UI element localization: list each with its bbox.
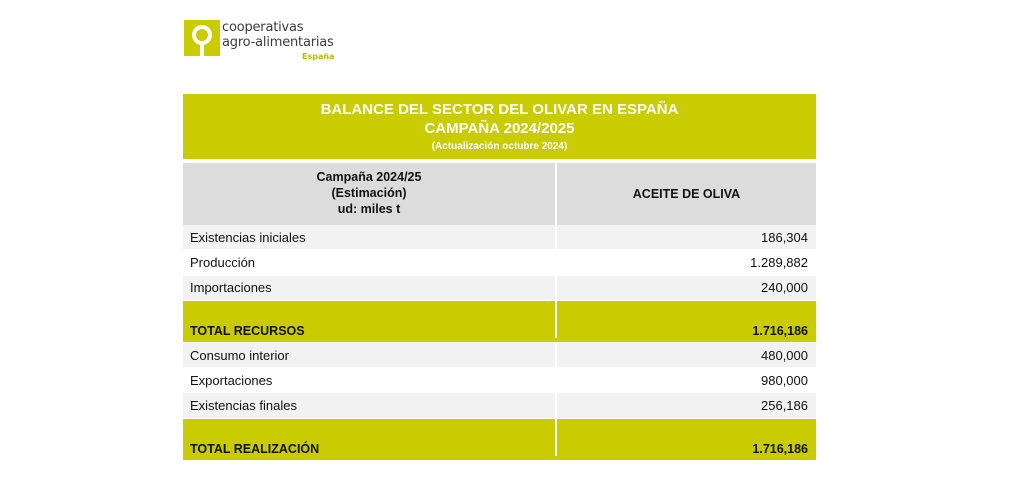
header-campaign-line1: Campaña 2024/25 (316, 170, 422, 184)
header-campaign-line3: ud: miles t (337, 202, 401, 216)
table-row (183, 225, 816, 250)
logo-subtitle: España (302, 52, 335, 61)
row-value: 480,000 (761, 347, 808, 363)
header-product: ACEITE DE OLIVA (632, 187, 741, 201)
table-row (183, 343, 816, 368)
header-campaign-line2: (Estimación) (331, 186, 407, 200)
row-label: Consumo interior (190, 347, 289, 363)
table-row (183, 393, 816, 418)
row-label: Existencias finales (190, 398, 297, 414)
row-value: 1.716,186 (752, 323, 808, 338)
table-subtitle: CAMPAÑA 2024/2025 (424, 120, 575, 137)
table-row (183, 368, 816, 393)
logo-line2: agro-alimentarias (222, 35, 334, 50)
cooperativas-logo-icon (184, 20, 220, 56)
row-label: Existencias iniciales (190, 229, 306, 245)
table-title: BALANCE DEL SECTOR DEL OLIVAR EN ESPAÑA (320, 101, 679, 118)
row-label: TOTAL RECURSOS (190, 323, 305, 338)
row-value: 186,304 (761, 229, 808, 245)
row-value: 980,000 (761, 372, 808, 388)
table-row (183, 250, 816, 275)
header-campaign (183, 163, 555, 225)
table-update-note: (Actualización octubre 2024) (431, 141, 568, 152)
logo (184, 20, 344, 64)
logo-text (222, 20, 334, 50)
row-value: 1.289,882 (750, 254, 808, 270)
table-header-row (183, 163, 816, 225)
balance-table (183, 94, 816, 461)
table-row (183, 276, 816, 301)
table-row-total-realization (183, 419, 816, 461)
row-label: Producción (190, 254, 256, 270)
logo-line1: cooperativas (222, 20, 304, 35)
row-value: 240,000 (761, 280, 808, 296)
row-label: TOTAL REALIZACIÓN (190, 441, 320, 456)
table-row-total-resources (183, 301, 816, 343)
row-value: 256,186 (761, 398, 808, 414)
row-value: 1.716,186 (752, 441, 808, 456)
row-label: Exportaciones (190, 372, 273, 388)
row-label: Importaciones (190, 280, 272, 296)
table-title-block (183, 94, 816, 159)
